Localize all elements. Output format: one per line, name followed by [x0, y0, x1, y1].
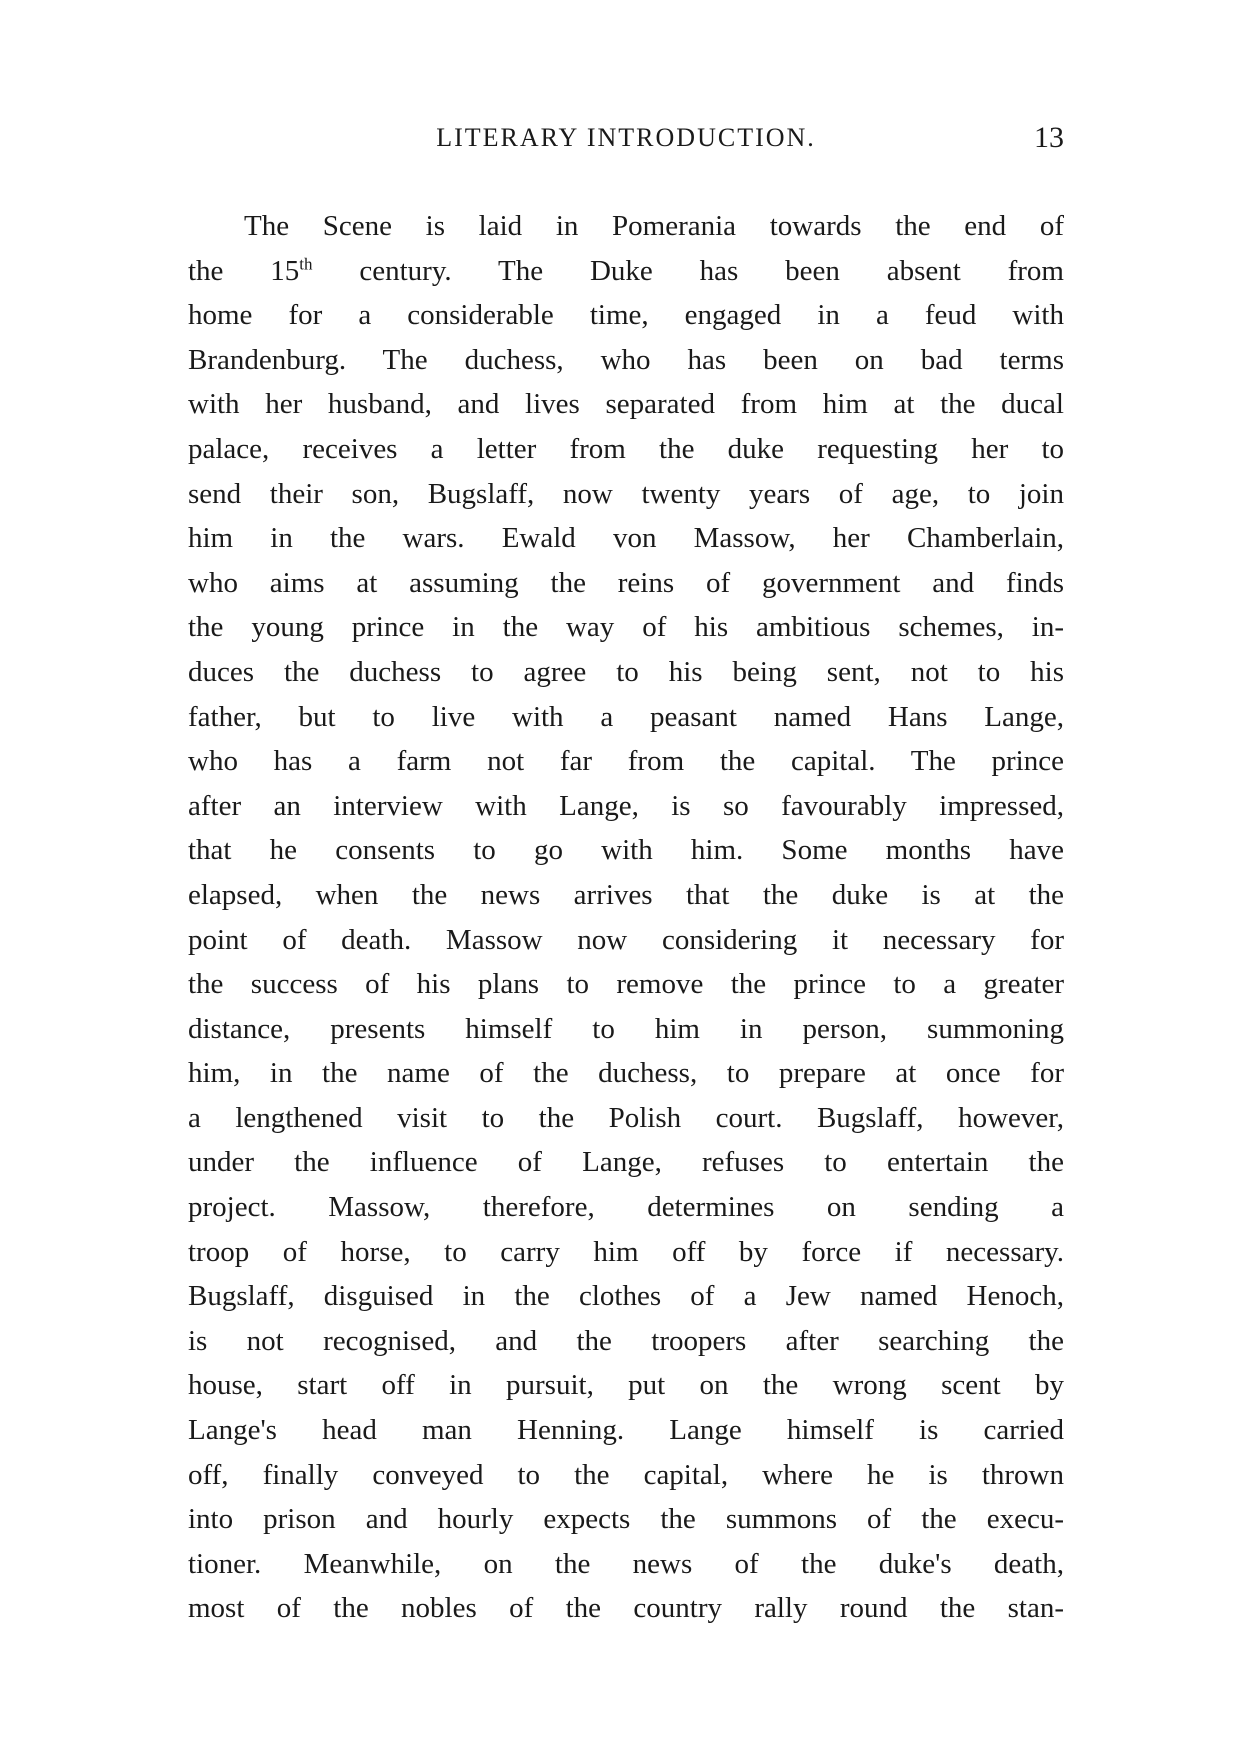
text-line: under the influence of Lange, refuses to entertain the: [188, 1146, 1064, 1179]
ordinal-suffix: th: [299, 253, 313, 273]
text-line: distance, presents himself to him in person, summoning: [188, 1012, 1064, 1045]
text-line: project. Massow, therefore, determines on sending a: [188, 1191, 1064, 1224]
body-paragraph: [188, 204, 1064, 1631]
text-line: who has a farm not far from the capital. The prince: [188, 745, 1064, 778]
text-line: Bugslaff, disguised in the clothes of a Jew named Henoch,: [188, 1280, 1064, 1313]
text-line: a lengthened visit to the Polish court. Bugslaff, however,: [188, 1101, 1064, 1134]
text-line: who aims at assuming the reins of government and finds: [188, 566, 1064, 599]
text-line: him in the wars. Ewald von Massow, her Chamberlain,: [188, 522, 1064, 555]
text-line: house, start off in pursuit, put on the wrong scent by: [188, 1369, 1064, 1402]
text-line: the young prince in the way of his ambitious schemes, in-: [188, 611, 1064, 644]
text-line: palace, receives a letter from the duke requesting her to: [188, 432, 1064, 465]
text-line: him, in the name of the duchess, to prepare at once for: [188, 1057, 1064, 1090]
text-line: elapsed, when the news arrives that the duke is at the: [188, 878, 1064, 911]
text-line: most of the nobles of the country rally round the stan-: [188, 1592, 1064, 1625]
text-fragment: the: [188, 254, 271, 287]
text-line: The Scene is laid in Pomerania towards the end of: [244, 210, 1064, 242]
page-number: 13: [1034, 121, 1064, 154]
running-head: [188, 118, 1064, 158]
text-line: into prison and hourly expects the summons of the execu-: [188, 1503, 1064, 1536]
text-line: after an interview with Lange, is so favourably impressed,: [188, 789, 1064, 822]
text-line: with her husband, and lives separated from him at the ducal: [188, 388, 1064, 421]
text-line: point of death. Massow now considering it necessary for: [188, 923, 1064, 956]
text-line: troop of horse, to carry him off by force if necessary.: [188, 1235, 1064, 1268]
text-line: father, but to live with a peasant named Hans Lange,: [188, 700, 1064, 733]
text-line: the success of his plans to remove the prince to a greater: [188, 968, 1064, 1001]
text-line: Brandenburg. The duchess, who has been on bad terms: [188, 343, 1064, 376]
text-line: duces the duchess to agree to his being sent, not to his: [188, 655, 1064, 688]
text-line: Lange's head man Henning. Lange himself is carried: [188, 1414, 1064, 1447]
text-line: home for a considerable time, engaged in a feud with: [188, 299, 1064, 332]
text-line: is not recognised, and the troopers after searching the: [188, 1324, 1064, 1357]
text-line: that he consents to go with him. Some months have: [188, 834, 1064, 867]
text-line: send their son, Bugslaff, now twenty years of age, to join: [188, 477, 1064, 510]
running-title: LITERARY INTRODUCTION.: [436, 123, 816, 152]
century-number: 15: [270, 254, 300, 287]
text-line: off, finally conveyed to the capital, where he is thrown: [188, 1458, 1064, 1491]
text-line: tioner. Meanwhile, on the news of the duke's death,: [188, 1547, 1064, 1580]
text-line: [188, 249, 1064, 294]
text-fragment: century. The Duke has been absent from: [312, 254, 1064, 287]
